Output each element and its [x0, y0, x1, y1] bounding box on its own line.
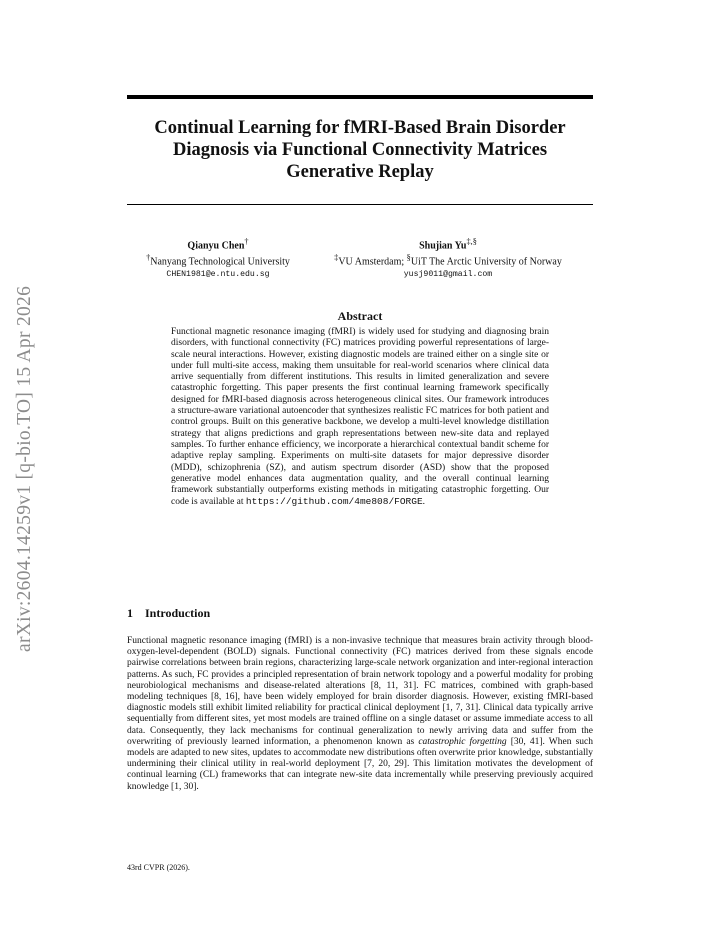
abstract-body-text: Functional magnetic resonance imaging (fMRI) is widely used for studying and diagnosing brain disorders, with functional connectivity (FC) matrices providing powerful representations of large-scale neural interactions. However, existing diagnostic models are trained either on a single site or under full multi-site access, making them unsuitable for real-world scenarios where clinical data arrive sequentially from different institutions. This results in limited generalization and severe catastrophic forgetting. This paper presents the first continual learning framework specifically designed for fMRI-based diagnosis across heterogeneous clinical sites. Our framework introduces a structure-aware variational autoencoder that synthesizes realistic FC matrices for both patient and control groups. Built on this generative backbone, we develop a multi-level knowledge distillation strategy that aligns predictions and graph representations between new-site data and replayed samples. To further enhance efficiency, we incorporate a hierarchical contextual bandit scheme for adaptive replay sampling. Experiments on multi-site datasets for major depressive disorder (MDD), schizophrenia (SZ), and autism spectrum disorder (ASD) show that the proposed generative model enhances data augmentation quality, and the overall continual learning framework substantially outperforms existing methods in mitigating catastrophic forgetting. Our code is available at	[171, 327, 549, 508]
paper-title: Continual Learning for fMRI-Based Brain Disorder Diagnosis via Functional Connectivity Matrices Generative Replay	[154, 118, 566, 182]
intro-emphasis: catastrophic forgetting	[418, 736, 507, 747]
affiliation-mark: ‡	[334, 253, 339, 263]
author-mark: ‡,§	[466, 237, 477, 246]
affiliation-mark: †	[146, 253, 151, 263]
author-email[interactable]: CHEN1981@e.ntu.edu.sg	[166, 269, 270, 279]
code-link[interactable]: https://github.com/4me808/FORGE	[245, 496, 423, 508]
abstract-heading: Abstract	[337, 309, 383, 323]
author-block-1	[130, 236, 306, 281]
section-number: 1	[127, 606, 133, 620]
abstract-end: .	[422, 497, 426, 508]
author-email[interactable]: yusj9011@gmail.com	[403, 269, 493, 279]
author-affiliation: UiT The Arctic University of Norway	[410, 256, 562, 268]
title-bottom-rule	[127, 204, 593, 205]
intro-text-part1: Functional magnetic resonance imaging (fMRI) is a non-invasive technique that measures brain activity through blood-oxygen-level-dependent (BOLD) signals. Functional connectivity (FC) matrices derived from these signals encode pairwise correlations between brain regions, characterizing large-scale network organization and inter-regional interaction patterns. As such, FC provides a principled representation of brain network topology and a powerful modality for probing neurobiological mechanisms and disease-related alterations [8, 11, 31]. FC matrices, combined with graph-based modeling techniques [8, 16], have been widely employed for brain disorder diagnosis. However, existing fMRI-based diagnostic models still exhibit limited reliability for practical clinical deployment [1, 7, 31]. Clinical data typically arrive sequentially from different sites, yet most models are trained offline on a single dataset or assume immediate access to all data. Consequently, they lack mechanisms for continual generalization to newly arriving data and suffer from the overwriting of previously learned information, a phenomenon known as	[127, 636, 593, 747]
author-affiliation: Nanyang Technological University	[150, 256, 290, 268]
section-title: Introduction	[145, 606, 211, 620]
author-affiliation: VU Amsterdam;	[338, 256, 407, 268]
author-block-2	[306, 236, 590, 281]
venue-footnote: 43rd CVPR (2026).	[127, 863, 190, 872]
arxiv-identifier: arXiv:2604.14259v1 [q-bio.TO] 15 Apr 2026	[14, 285, 35, 652]
author-name: Qianyu Chen	[187, 240, 245, 252]
title-top-rule	[127, 95, 593, 99]
introduction-text	[127, 636, 593, 793]
section-heading-introduction	[127, 606, 593, 621]
intro-text-part2: [30, 41]. When such models are adapted to new sites, updates to accommodate new distributions often overwrite prior knowledge, substantially undermining their clinical utility in real-world deployment [7, 20, 29]. This limitation motivates the development of continual learning (CL) frameworks that can integrate new-site data incrementally while preserving previously acquired knowledge [1, 30].	[127, 736, 593, 792]
author-name: Shujian Yu	[419, 240, 467, 252]
affiliation-mark: §	[406, 253, 411, 263]
author-mark: †	[244, 237, 249, 246]
abstract-text	[171, 327, 549, 509]
